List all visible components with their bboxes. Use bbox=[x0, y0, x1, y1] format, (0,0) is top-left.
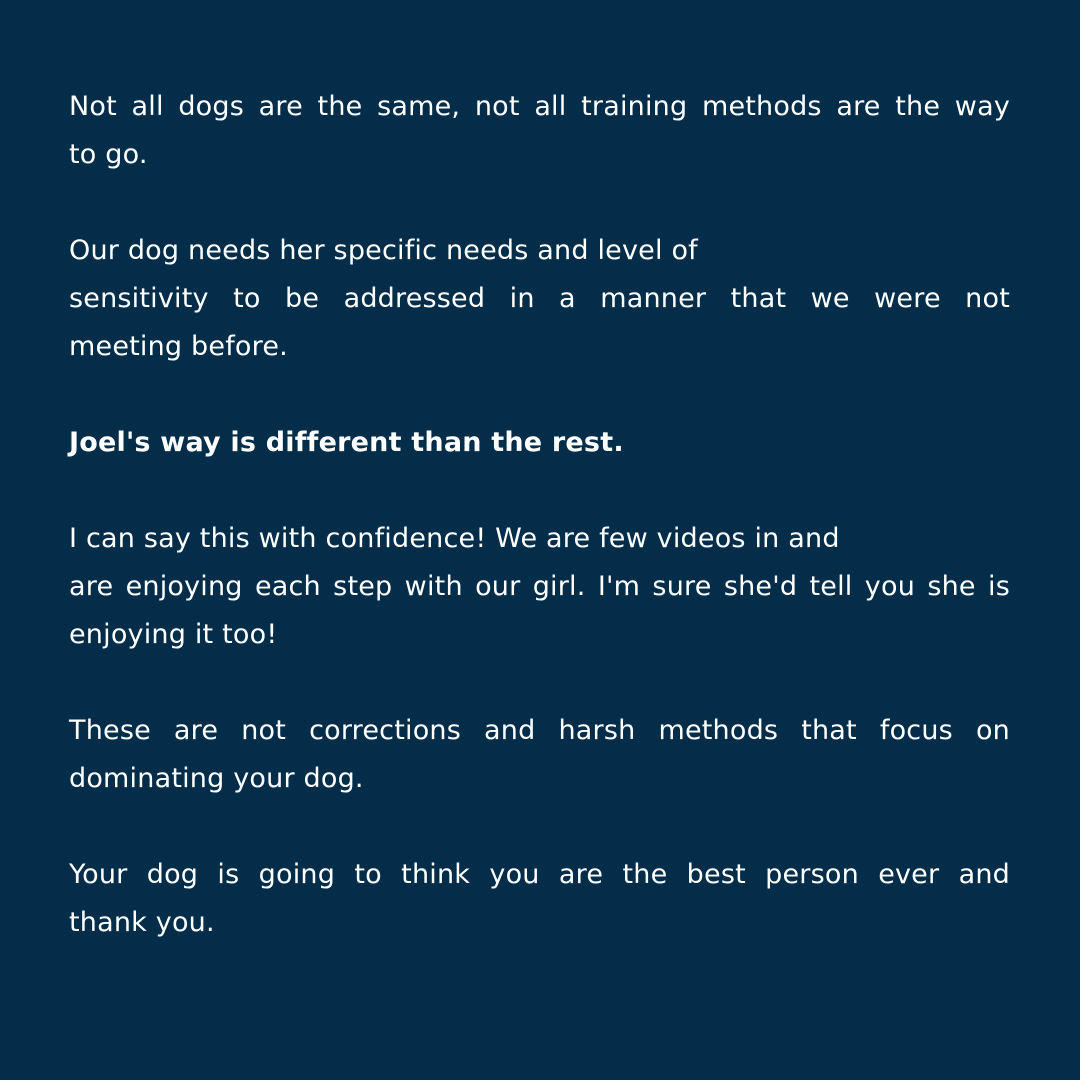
text-line: These are not corrections and harsh methods that focus on bbox=[69, 715, 1010, 746]
text-line: I can say this with confidence! We are few videos in and bbox=[69, 523, 840, 554]
text-line: Our dog needs her specific needs and level of bbox=[69, 235, 698, 266]
paragraph-intro bbox=[69, 83, 1010, 179]
text-line: are enjoying each step with our girl. I'm sure she'd tell you she is bbox=[69, 571, 1010, 602]
paragraph-methods bbox=[69, 707, 1010, 803]
text-line: Your dog is going to think you are the best person ever and bbox=[69, 859, 1010, 890]
text-line: enjoying it too! bbox=[69, 619, 278, 650]
paragraph-highlight bbox=[69, 419, 1010, 467]
text-line: Not all dogs are the same, not all training methods are the way bbox=[69, 91, 1010, 122]
paragraph-confidence bbox=[69, 515, 1010, 659]
text-line: meeting before. bbox=[69, 331, 288, 362]
paragraph-closing bbox=[69, 851, 1010, 947]
text-line: sensitivity to be addressed in a manner that we were not bbox=[69, 283, 1010, 314]
text-line: to go. bbox=[69, 139, 148, 170]
highlight-line: Joel's way is different than the rest. bbox=[69, 427, 624, 458]
text-line: thank you. bbox=[69, 907, 215, 938]
paragraph-needs bbox=[69, 227, 1010, 371]
testimonial-text bbox=[69, 83, 1010, 947]
text-line: dominating your dog. bbox=[69, 763, 364, 794]
